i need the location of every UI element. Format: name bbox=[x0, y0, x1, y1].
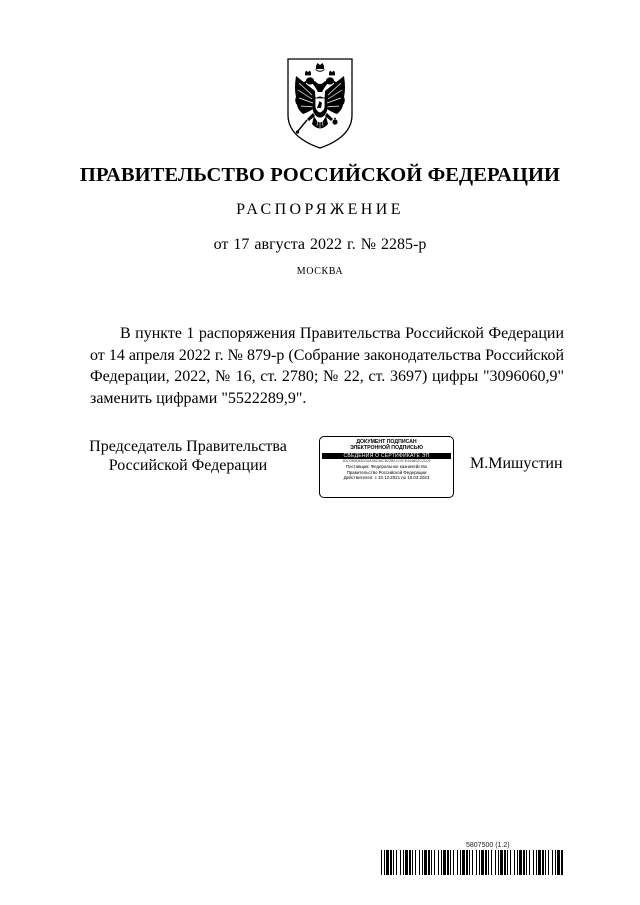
certificate-serial: 4DC0B5D83D2AA08C36CB22BF1C0CE444B02C2C09 bbox=[342, 458, 431, 463]
barcode-bar bbox=[419, 850, 420, 875]
barcode-bar bbox=[386, 850, 389, 875]
barcode-bar bbox=[428, 850, 430, 875]
barcode-bar bbox=[441, 850, 442, 875]
barcode-bar bbox=[393, 850, 394, 875]
barcode-bar bbox=[555, 850, 556, 875]
stamp-heading bbox=[320, 437, 453, 452]
signer-name: М.Мишустин bbox=[470, 455, 563, 472]
russian-coat-of-arms-icon bbox=[285, 57, 355, 150]
city-label: МОСКВА bbox=[296, 266, 344, 277]
stamp-title-line2: ЭЛЕКТРОННОЙ ПОДПИСЬЮ bbox=[350, 445, 423, 452]
document-type: РАСПОРЯЖЕНИЕ bbox=[236, 201, 404, 218]
barcode-bar bbox=[450, 850, 451, 875]
barcode-bar bbox=[488, 850, 489, 875]
barcode-bar bbox=[514, 850, 515, 875]
barcode-bar bbox=[479, 850, 480, 875]
barcode-bar bbox=[422, 850, 423, 875]
certificate-info-bar: СВЕДЕНИЯ О СЕРТИФИКАТЕ ЭП bbox=[322, 453, 451, 459]
signer-position-line2: Российской Федерации bbox=[108, 457, 268, 474]
barcode-bar bbox=[500, 850, 503, 875]
barcode-bar bbox=[481, 850, 484, 875]
barcode-bar bbox=[447, 850, 449, 875]
barcode-bar bbox=[462, 850, 465, 875]
barcode-bar bbox=[533, 850, 534, 875]
barcode-bar bbox=[536, 850, 537, 875]
barcode-bar bbox=[438, 850, 439, 875]
barcode-number: 5807500 (1.2) bbox=[466, 842, 510, 849]
barcode-bar bbox=[466, 850, 468, 875]
barcode-bar bbox=[491, 850, 492, 875]
barcode-bar bbox=[405, 850, 408, 875]
barcode-bar bbox=[495, 850, 496, 875]
barcode-bar bbox=[538, 850, 541, 875]
barcode-bar bbox=[526, 850, 527, 875]
barcode-bar bbox=[457, 850, 458, 875]
barcode-bar bbox=[545, 850, 546, 875]
barcode-bar bbox=[485, 850, 487, 875]
certificate-supplier: Поставщик: Федеральное казначейство bbox=[345, 464, 428, 470]
order-paragraph: В пункте 1 распоряжения Правительства Российской Федерации от 14 апреля 2022 г. № 879-р (Собрание законодательства Российской Федерации, 2022, № 16, ст. 2780; № 22, ст. 3697) цифры "3096060,9" заменить цифрами "5522289,9". bbox=[90, 325, 564, 407]
barcode-bar bbox=[517, 850, 518, 875]
barcode-bar bbox=[453, 850, 454, 875]
barcode-bar bbox=[498, 850, 499, 875]
signer-position bbox=[78, 437, 298, 475]
barcode-bar bbox=[412, 850, 413, 875]
barcode-bar bbox=[552, 850, 553, 875]
barcode-bar bbox=[561, 850, 563, 875]
barcode-bar bbox=[390, 850, 392, 875]
certificate-owner: Правительство Российской Федерации bbox=[346, 469, 427, 475]
certificate-validity: Действителен: с 10.12.2021 по 10.03.2023 bbox=[343, 475, 430, 481]
barcode-bar bbox=[472, 850, 473, 875]
barcode-bar bbox=[523, 850, 525, 875]
barcode-bar bbox=[542, 850, 544, 875]
date-and-number: от 17 августа 2022 г. № 2285-р bbox=[213, 236, 427, 253]
barcode-bar bbox=[507, 850, 508, 875]
barcode-bar bbox=[529, 850, 530, 875]
barcode-bar bbox=[476, 850, 477, 875]
barcode-bar bbox=[396, 850, 397, 875]
barcode-bar bbox=[443, 850, 446, 875]
e-signature-stamp bbox=[319, 436, 454, 498]
barcode-bar bbox=[548, 850, 549, 875]
barcode-bar bbox=[557, 850, 560, 875]
barcode-bar bbox=[424, 850, 427, 875]
barcode-bar bbox=[384, 850, 385, 875]
barcode-bar bbox=[504, 850, 506, 875]
barcode-bar bbox=[403, 850, 404, 875]
barcode-bar bbox=[381, 850, 382, 875]
stamp-title-line1: ДОКУМЕНТ ПОДПИСАН bbox=[356, 439, 417, 445]
barcode-bar bbox=[431, 850, 432, 875]
government-title: ПРАВИТЕЛЬСТВО РОССИЙСКОЙ ФЕДЕРАЦИИ bbox=[79, 164, 561, 186]
barcode-bar bbox=[469, 850, 470, 875]
barcode-bar bbox=[434, 850, 435, 875]
barcode-bar bbox=[460, 850, 461, 875]
barcode-bar bbox=[415, 850, 416, 875]
barcode-bar bbox=[510, 850, 511, 875]
barcode bbox=[381, 850, 564, 875]
barcode-bar bbox=[519, 850, 522, 875]
barcode-bar bbox=[400, 850, 401, 875]
signer-position-line1: Председатель Правительства bbox=[89, 438, 287, 455]
barcode-bar bbox=[409, 850, 411, 875]
